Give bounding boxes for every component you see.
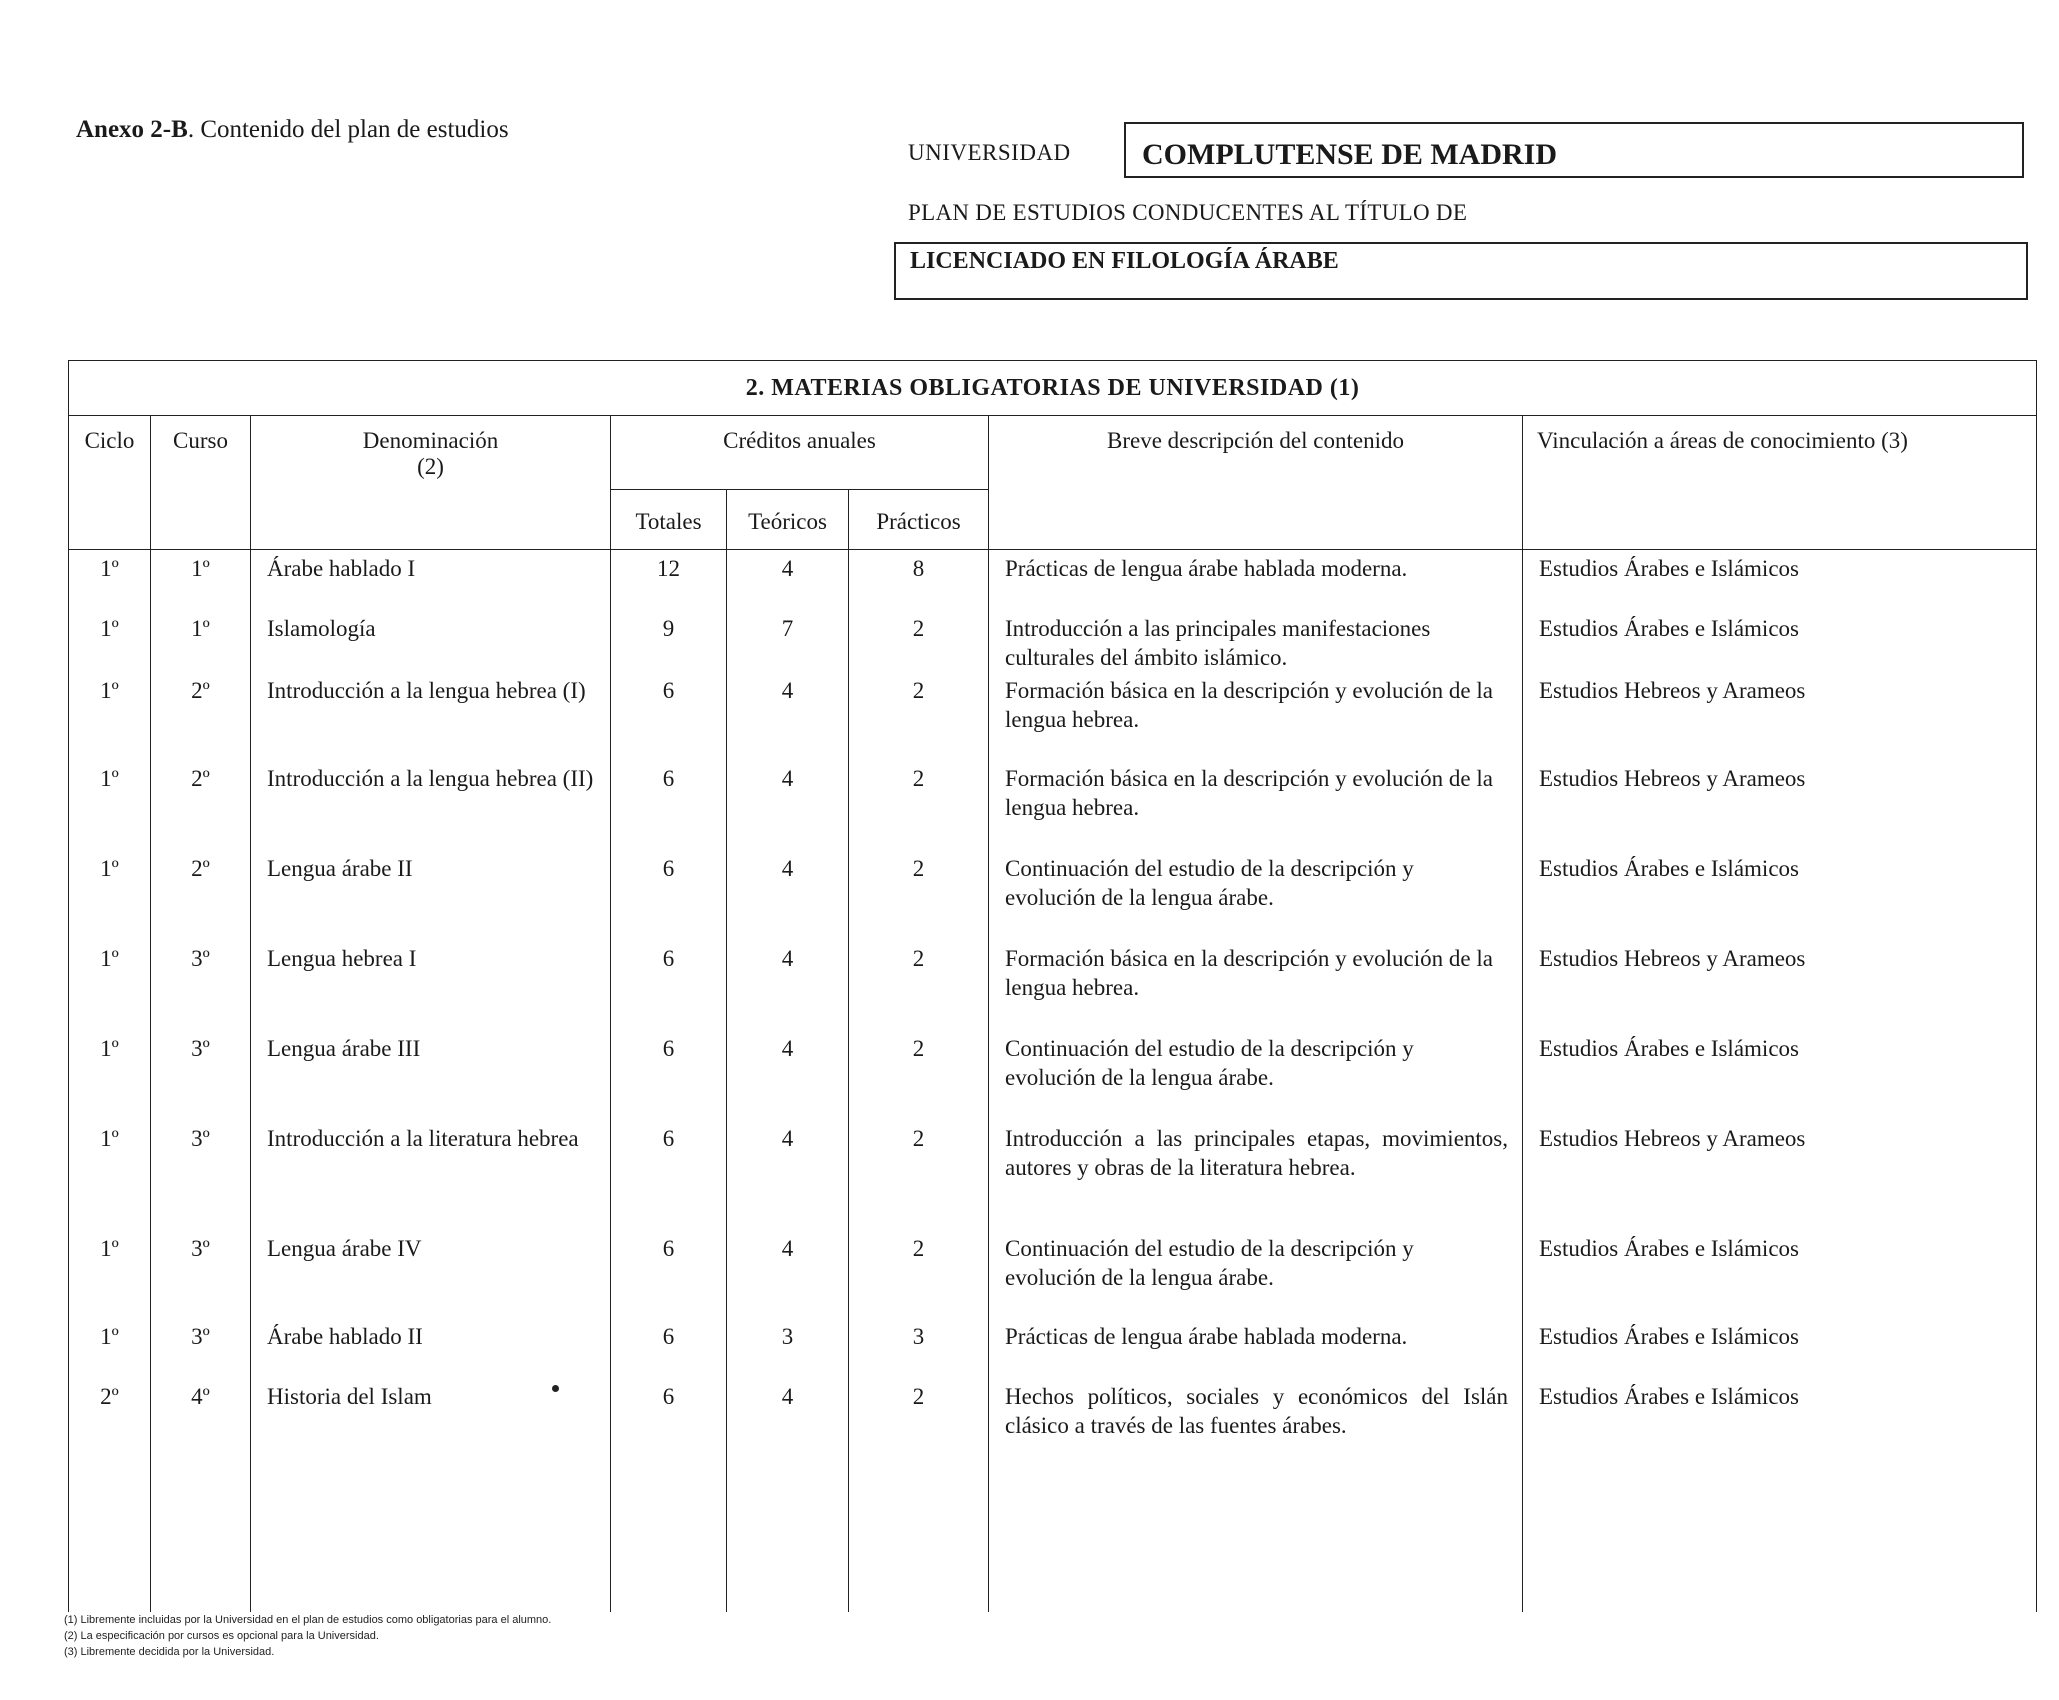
empty-cell: [611, 1440, 727, 1613]
table-row: [69, 850, 2037, 940]
practicos-text: 2: [912, 765, 925, 791]
teoricos-text: 4: [781, 1035, 794, 1061]
annex-title: [76, 116, 509, 144]
cell-totales: [611, 940, 727, 1030]
cell-ciclo: [69, 1030, 151, 1120]
table-row: [69, 940, 2037, 1030]
table-row: [69, 760, 2037, 850]
cell-vinculacion: [1523, 940, 2037, 1030]
totales-text: 6: [662, 1383, 675, 1409]
cell-totales: [611, 1378, 727, 1440]
cell-denominacion: [251, 610, 611, 672]
ciclo-text: 1º: [100, 945, 119, 971]
practicos-text: 2: [912, 1125, 925, 1151]
teoricos-text: 7: [781, 615, 794, 641]
totales-text: 9: [662, 615, 675, 641]
cell-practicos: [849, 672, 989, 760]
ciclo-text: 2º: [100, 1383, 119, 1409]
teoricos-text: 4: [781, 945, 794, 971]
cell-practicos: [849, 1318, 989, 1378]
cell-teoricos: [727, 760, 849, 850]
cell-denominacion: [251, 550, 611, 610]
cell-practicos: [849, 1230, 989, 1318]
curso-text: 2º: [191, 677, 210, 703]
footnote-2: (2) La especificación por cursos es opcional para la Universidad.: [64, 1630, 379, 1642]
university-name-box: COMPLUTENSE DE MADRID: [1124, 122, 2024, 178]
descripcion-text: Introducción a las principales etapas, movimientos, autores y obras de la literatura hebrea.: [1005, 1125, 1508, 1180]
cell-ciclo: [69, 1230, 151, 1318]
cell-curso: [151, 550, 251, 610]
header-descripcion: Breve descripción del contenido: [989, 416, 1523, 550]
practicos-text: 2: [912, 615, 925, 641]
cell-curso: [151, 1230, 251, 1318]
curso-text: 4º: [191, 1383, 210, 1409]
practicos-text: 8: [912, 556, 925, 581]
table-row: [69, 1230, 2037, 1318]
totales-text: 6: [662, 855, 675, 881]
table-row: [69, 550, 2037, 610]
descripcion-text: Hechos políticos, sociales y económicos del Islán clásico a través de las fuentes árabes.: [1005, 1383, 1508, 1438]
cell-descripcion: [989, 1120, 1523, 1230]
table-row: [69, 1120, 2037, 1230]
vinculacion-text: Estudios Árabes e Islámicos: [1539, 1323, 1799, 1349]
descripcion-text: Formación básica en la descripción y evolución de la lengua hebrea.: [1005, 677, 1493, 732]
cell-totales: [611, 1230, 727, 1318]
table-body: [69, 550, 2037, 1613]
cell-teoricos: [727, 1378, 849, 1440]
vinculacion-text: Estudios Hebreos y Arameos: [1539, 677, 1806, 703]
table-row: [69, 672, 2037, 760]
header-ciclo: Ciclo: [69, 416, 151, 550]
vinculacion-text: Estudios Árabes e Islámicos: [1539, 1383, 1799, 1409]
curso-text: 3º: [191, 1035, 210, 1061]
teoricos-text: 4: [781, 1235, 794, 1261]
teoricos-text: 4: [781, 677, 794, 703]
totales-text: 6: [662, 677, 675, 703]
descripcion-text: Continuación del estudio de la descripción y evolución de la lengua árabe.: [1005, 855, 1414, 910]
cell-denominacion: [251, 850, 611, 940]
table-row: [69, 610, 2037, 672]
curso-text: 1º: [191, 615, 210, 641]
curso-text: 3º: [191, 1235, 210, 1261]
cell-vinculacion: [1523, 672, 2037, 760]
cell-descripcion: [989, 1230, 1523, 1318]
header-practicos: Prácticos: [849, 490, 989, 550]
practicos-text: 2: [912, 855, 925, 881]
footnote-3: (3) Libremente decidida por la Universidad.: [64, 1646, 275, 1658]
header-totales: Totales: [611, 490, 727, 550]
header-teoricos: Teóricos: [727, 490, 849, 550]
table-row: [69, 1030, 2037, 1120]
denominacion-text: Introducción a la lengua hebrea (II): [267, 765, 594, 791]
cell-teoricos: [727, 610, 849, 672]
vinculacion-text: Estudios Árabes e Islámicos: [1539, 855, 1799, 881]
denominacion-text: Islamología: [267, 615, 376, 641]
curso-text: 2º: [191, 855, 210, 881]
empty-cell: [1523, 1440, 2037, 1613]
denominacion-text: Lengua árabe IV: [267, 1235, 422, 1261]
ciclo-text: 1º: [100, 1035, 119, 1061]
cell-practicos: [849, 850, 989, 940]
teoricos-text: 4: [781, 1383, 794, 1409]
cell-descripcion: [989, 672, 1523, 760]
cell-teoricos: [727, 850, 849, 940]
ciclo-text: 1º: [100, 677, 119, 703]
cell-practicos: [849, 610, 989, 672]
empty-cell: [151, 1440, 251, 1613]
cell-denominacion: [251, 672, 611, 760]
practicos-text: 3: [912, 1323, 925, 1349]
vinculacion-text: Estudios Árabes e Islámicos: [1539, 1235, 1799, 1261]
ciclo-text: 1º: [100, 1235, 119, 1261]
cell-vinculacion: [1523, 550, 2037, 610]
descripcion-text: Prácticas de lengua árabe hablada moderna.: [1005, 1323, 1408, 1349]
cell-curso: [151, 672, 251, 760]
denominacion-text: Introducción a la literatura hebrea: [267, 1125, 579, 1151]
cell-denominacion: [251, 1318, 611, 1378]
cell-descripcion: [989, 1318, 1523, 1378]
cell-totales: [611, 610, 727, 672]
cell-teoricos: [727, 1318, 849, 1378]
denominacion-text: Lengua árabe II: [267, 855, 413, 881]
cell-descripcion: [989, 850, 1523, 940]
curso-text: 3º: [191, 1323, 210, 1349]
header-vinculacion: Vinculación a áreas de conocimiento (3): [1523, 416, 2037, 550]
cell-practicos: [849, 1120, 989, 1230]
table-filler-row: [69, 1440, 2037, 1613]
descripcion-text: Continuación del estudio de la descripción y evolución de la lengua árabe.: [1005, 1035, 1414, 1090]
cell-teoricos: [727, 1120, 849, 1230]
vinculacion-text: Estudios Hebreos y Arameos: [1539, 945, 1806, 971]
vinculacion-text: Estudios Árabes e Islámicos: [1539, 1035, 1799, 1061]
cell-vinculacion: [1523, 1318, 2037, 1378]
university-label: UNIVERSIDAD: [908, 140, 1071, 165]
cell-denominacion: [251, 1230, 611, 1318]
table-row: [69, 1378, 2037, 1440]
cell-ciclo: [69, 940, 151, 1030]
practicos-text: 2: [912, 945, 925, 971]
descripcion-text: Formación básica en la descripción y evolución de la lengua hebrea.: [1005, 945, 1493, 1000]
section-title: 2. MATERIAS OBLIGATORIAS DE UNIVERSIDAD (1): [69, 361, 2037, 416]
cell-totales: [611, 850, 727, 940]
header-denominacion: [251, 416, 611, 550]
descripcion-text: Prácticas de lengua árabe hablada moderna.: [1005, 556, 1408, 581]
cell-totales: [611, 760, 727, 850]
teoricos-text: 4: [781, 855, 794, 881]
denominacion-text: Introducción a la lengua hebrea (I): [267, 677, 586, 703]
totales-text: 6: [662, 1125, 675, 1151]
cell-ciclo: [69, 1378, 151, 1440]
cell-denominacion: [251, 760, 611, 850]
cell-teoricos: [727, 1230, 849, 1318]
cell-vinculacion: [1523, 1120, 2037, 1230]
cell-descripcion: [989, 1030, 1523, 1120]
cell-practicos: [849, 550, 989, 610]
empty-cell: [69, 1440, 151, 1613]
annex-label: Anexo 2-B: [76, 116, 188, 143]
denominacion-text: Lengua hebrea I: [267, 945, 417, 971]
cell-ciclo: [69, 550, 151, 610]
vinculacion-text: Estudios Árabes e Islámicos: [1539, 615, 1799, 641]
totales-text: 6: [662, 945, 675, 971]
denominacion-text: Lengua árabe III: [267, 1035, 421, 1061]
totales-text: 6: [662, 1323, 675, 1349]
table-row: [69, 1318, 2037, 1378]
cell-teoricos: [727, 672, 849, 760]
cell-practicos: [849, 760, 989, 850]
cell-descripcion: [989, 1378, 1523, 1440]
cell-curso: [151, 1120, 251, 1230]
cell-ciclo: [69, 760, 151, 850]
cell-totales: [611, 550, 727, 610]
practicos-text: 2: [912, 1235, 925, 1261]
practicos-text: 2: [912, 1035, 925, 1061]
ciclo-text: 1º: [100, 765, 119, 791]
empty-cell: [727, 1440, 849, 1613]
cell-ciclo: [69, 1318, 151, 1378]
empty-cell: [849, 1440, 989, 1613]
curso-text: 3º: [191, 1125, 210, 1151]
vinculacion-text: Estudios Hebreos y Arameos: [1539, 1125, 1806, 1151]
curso-text: 2º: [191, 765, 210, 791]
teoricos-text: 4: [781, 1125, 794, 1151]
teoricos-text: 4: [781, 765, 794, 791]
cell-teoricos: [727, 550, 849, 610]
cell-denominacion: [251, 940, 611, 1030]
cell-descripcion: [989, 550, 1523, 610]
teoricos-text: 4: [781, 556, 794, 581]
curso-text: 3º: [191, 945, 210, 971]
teoricos-text: 3: [781, 1323, 794, 1349]
totales-text: 6: [662, 1035, 675, 1061]
cell-practicos: [849, 1030, 989, 1120]
curso-text: 1º: [191, 556, 210, 581]
cell-denominacion: [251, 1120, 611, 1230]
cell-descripcion: [989, 940, 1523, 1030]
cell-vinculacion: [1523, 1030, 2037, 1120]
totales-text: 6: [662, 1235, 675, 1261]
cell-curso: [151, 940, 251, 1030]
cell-practicos: [849, 940, 989, 1030]
cell-totales: [611, 672, 727, 760]
ciclo-text: 1º: [100, 615, 119, 641]
ciclo-text: 1º: [100, 556, 119, 581]
cell-vinculacion: [1523, 760, 2037, 850]
cell-descripcion: [989, 610, 1523, 672]
annex-description: . Contenido del plan de estudios: [187, 116, 509, 143]
cell-descripcion: [989, 760, 1523, 850]
cell-totales: [611, 1030, 727, 1120]
cell-curso: [151, 610, 251, 672]
practicos-text: 2: [912, 677, 925, 703]
cell-teoricos: [727, 940, 849, 1030]
ciclo-text: 1º: [100, 855, 119, 881]
cell-curso: [151, 1378, 251, 1440]
cell-vinculacion: [1523, 1230, 2037, 1318]
practicos-text: 2: [912, 1383, 925, 1409]
vinculacion-text: Estudios Árabes e Islámicos: [1539, 556, 1799, 581]
cell-teoricos: [727, 1030, 849, 1120]
cell-vinculacion: [1523, 1378, 2037, 1440]
cell-curso: [151, 850, 251, 940]
denominacion-text: Historia del Islam: [267, 1383, 432, 1409]
cell-ciclo: [69, 610, 151, 672]
footnote-1: (1) Libremente incluidas por la Universidad en el plan de estudios como obligatorias para el alumno.: [64, 1614, 552, 1626]
cell-practicos: [849, 1378, 989, 1440]
empty-cell: [989, 1440, 1523, 1613]
cell-curso: [151, 1318, 251, 1378]
vinculacion-text: Estudios Hebreos y Arameos: [1539, 765, 1806, 791]
ciclo-text: 1º: [100, 1125, 119, 1151]
plan-label: PLAN DE ESTUDIOS CONDUCENTES AL TÍTULO DE: [908, 200, 1468, 225]
footnotes: [64, 1612, 551, 1660]
header-curso: Curso: [151, 416, 251, 550]
degree-title-box: LICENCIADO EN FILOLOGÍA ÁRABE: [894, 242, 2028, 300]
denominacion-text: Árabe hablado I: [267, 556, 416, 581]
totales-text: 12: [657, 556, 680, 581]
ciclo-text: 1º: [100, 1323, 119, 1349]
denominacion-text: Árabe hablado II: [267, 1323, 423, 1349]
cell-denominacion: [251, 1030, 611, 1120]
cell-vinculacion: [1523, 610, 2037, 672]
cell-ciclo: [69, 1120, 151, 1230]
descripcion-text: Continuación del estudio de la descripción y evolución de la lengua árabe.: [1005, 1235, 1414, 1290]
descripcion-text: Introducción a las principales manifestaciones culturales del ámbito islámico.: [1005, 615, 1431, 670]
stray-dot-mark: [552, 1385, 559, 1392]
cell-ciclo: [69, 672, 151, 760]
cell-curso: [151, 760, 251, 850]
header-creditos: Créditos anuales: [611, 416, 989, 490]
cell-curso: [151, 1030, 251, 1120]
cell-vinculacion: [1523, 850, 2037, 940]
descripcion-text: Formación básica en la descripción y evolución de la lengua hebrea.: [1005, 765, 1493, 820]
cell-ciclo: [69, 850, 151, 940]
cell-totales: [611, 1120, 727, 1230]
empty-cell: [251, 1440, 611, 1613]
subjects-table: [68, 360, 2037, 1612]
totales-text: 6: [662, 765, 675, 791]
header-denominacion-label: Denominación: [362, 428, 499, 453]
header-denominacion-note: (2): [417, 454, 444, 479]
cell-totales: [611, 1318, 727, 1378]
